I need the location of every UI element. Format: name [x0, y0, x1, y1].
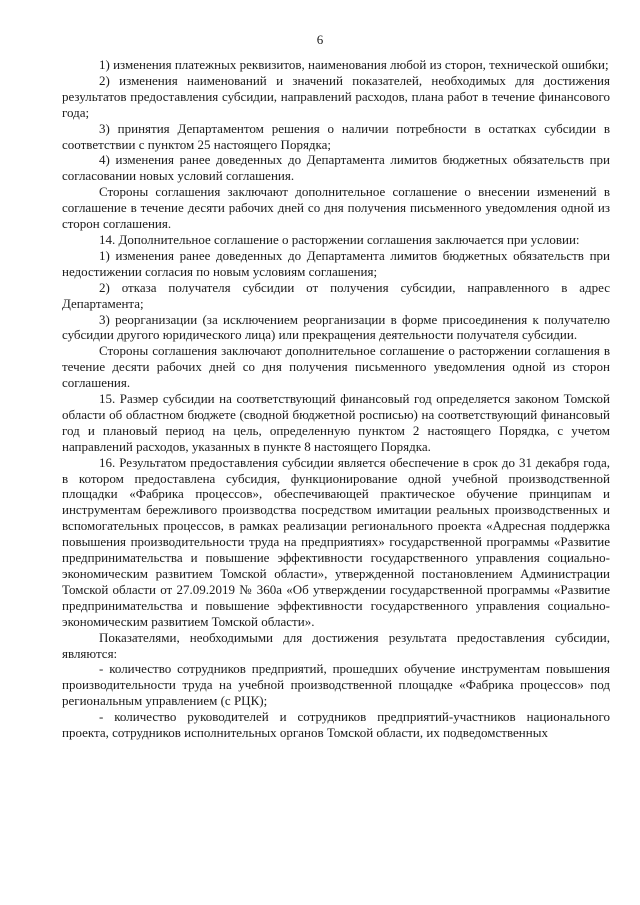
paragraph-clause-14: 14. Дополнительное соглашение о расторжении соглашения заключается при условии: — [99, 231, 580, 247]
paragraph-item-2: 2) изменения наименований и значений показателей, необходимых для достижения результатов предоставления субсидии, направлений расходов, плана работ в течение финансового года; — [62, 72, 610, 120]
paragraph-item-1: 1) изменения платежных реквизитов, наименования любой из сторон, технической ошибки; — [99, 57, 609, 72]
paragraph-termination-item-1: 1) изменения ранее доведенных до Департамента лимитов бюджетных обязательств при недостижении согласия по новым условиям соглашения; — [62, 247, 610, 279]
document-body — [62, 57, 610, 741]
paragraph-indicator-1: - количество сотрудников предприятий, прошедших обучение инструментам повышения производительности труда на учебной производственной площадке «Фабрика процессов» под региональным управлением (с РЦК); — [62, 661, 610, 709]
paragraph-clause-16: 16. Результатом предоставления субсидии является обеспечение в срок до 31 декабря года, в котором предоставлена субсидия, функционирование одной учебной производственной площадки «Фабрика процессов», обеспечивающей практическое обучение принципам и инструментам бережливого производства посредством имитации реальных производственных и вспомогательных процессов, в рамках реализации регионального проекта «Адресная поддержка повышения производительности труда на предприятиях» государственной программы «Развитие предпринимательства и повышение эффективности государственного управления социально-экономическим развитием Томской области», утвержденной постановлением Администрации Томской области от 27.09.2019 № 360а «Об утверждении государственной программы «Развитие предпринимательства и повышение эффективности государственного управления социально-экономическим развитием Томской области». — [62, 454, 610, 629]
page-number: 6 — [316, 32, 324, 47]
paragraph-termination-item-2: 2) отказа получателя субсидии от получения субсидии, направленного в адрес Департамента; — [62, 279, 610, 311]
paragraph-amendment-terms: Стороны соглашения заключают дополнительное соглашение о внесении изменений в соглашение в течение десяти рабочих дней со дня получения письменного уведомления одной из сторон соглашения. — [62, 184, 610, 232]
paragraph-item-4: 4) изменения ранее доведенных до Департамента лимитов бюджетных обязательств при согласовании новых условий соглашения. — [62, 152, 610, 184]
paragraph-indicators-intro: Показателями, необходимыми для достижения результата предоставления субсидии, являются: — [62, 629, 610, 661]
paragraph-indicator-2: - количество руководителей и сотрудников предприятий-участников национального проекта, сотрудников исполнительных органов Томской области, их подведомственных — [62, 709, 610, 741]
paragraph-clause-15: 15. Размер субсидии на соответствующий финансовый год определяется законом Томской области об областном бюджете (сводной бюджетной росписью) на соответствующий финансовый год и плановый период на цель, определенную пунктом 2 настоящего Порядка, с учетом направлений расходов, указанных в пункте 8 настоящего Порядка. — [62, 391, 610, 454]
paragraph-item-3: 3) принятия Департаментом решения о наличии потребности в остатках субсидии в соответствии с пунктом 25 настоящего Порядка; — [62, 120, 610, 152]
paragraph-termination-terms: Стороны соглашения заключают дополнительное соглашение о расторжении соглашения в течение десяти рабочих дней со дня получения письменного уведомления одной из сторон соглашения. — [62, 343, 610, 391]
paragraph-termination-item-3: 3) реорганизации (за исключением реорганизации в форме присоединения к получателю субсидии другого юридического лица) или прекращения деятельности получателя субсидии. — [62, 311, 610, 343]
